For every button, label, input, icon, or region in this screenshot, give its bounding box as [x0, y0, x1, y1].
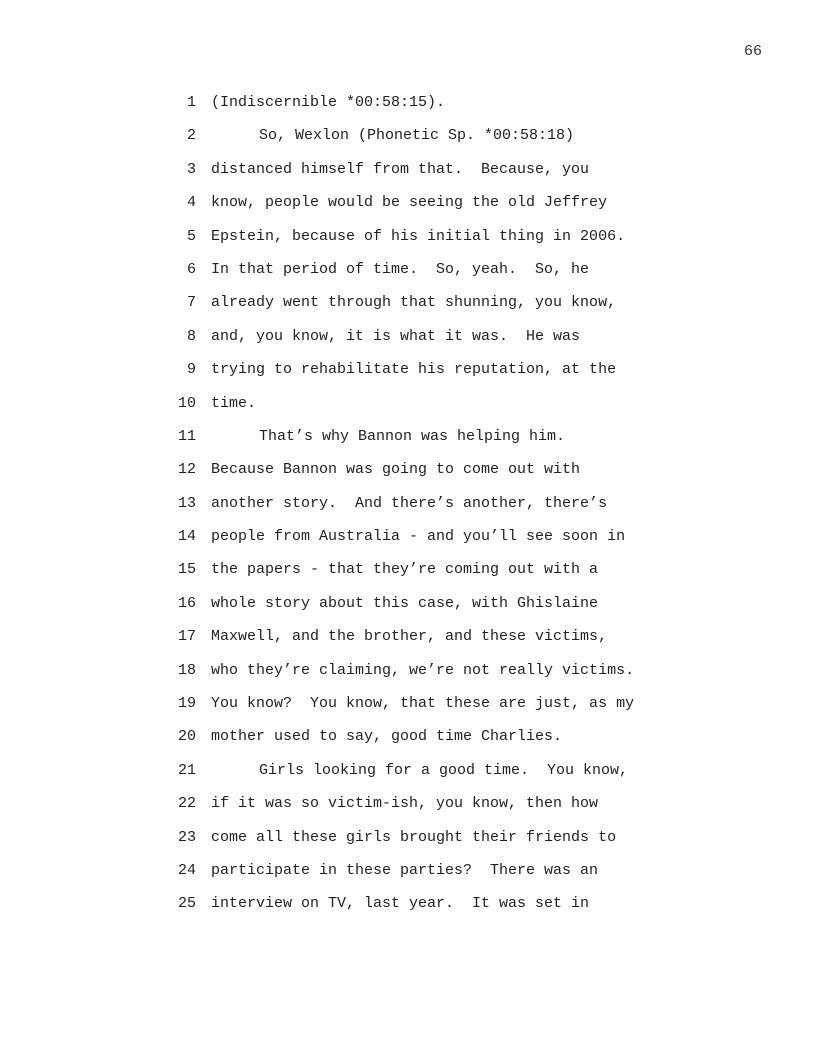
line-text: trying to rehabilitate his reputation, at the: [211, 361, 617, 379]
line-text: Girls looking for a good time. You know,: [259, 761, 629, 779]
line-number: 23: [177, 828, 196, 846]
line-text: mother used to say, good time Charlies.: [211, 728, 563, 746]
transcript-line: [0, 761, 816, 794]
line-text: Because Bannon was going to come out with: [211, 461, 581, 479]
transcript-line: [0, 694, 816, 727]
line-number: 1: [186, 94, 196, 111]
line-text: already went through that shunning, you know,: [211, 294, 617, 312]
line-number: 12: [177, 461, 196, 479]
line-text: You know? You know, that these are just, as my: [211, 695, 635, 713]
transcript-line: [0, 126, 816, 159]
transcript-line: [0, 360, 816, 393]
line-number: 2: [186, 127, 196, 145]
line-number: 11: [177, 427, 196, 445]
transcript-line: [0, 828, 816, 861]
line-text: In that period of time. So, yeah. So, he: [211, 260, 590, 278]
line-number: 20: [177, 728, 196, 746]
transcript-line: [0, 627, 816, 660]
transcript-line: [0, 327, 816, 360]
line-number: 14: [177, 528, 196, 546]
line-text: who they’re claiming, we’re not really victims.: [211, 661, 635, 679]
line-number: 6: [186, 260, 196, 278]
line-text: another story. And there’s another, there’s: [211, 494, 608, 512]
line-text: the papers - that they’re coming out with a: [211, 561, 599, 579]
line-text: time.: [211, 394, 257, 412]
line-number: 24: [177, 861, 196, 879]
line-number: 16: [177, 594, 196, 612]
transcript-body: [0, 93, 816, 928]
line-number: 22: [177, 795, 196, 813]
transcript-line: [0, 160, 816, 193]
transcript-line: [0, 227, 816, 260]
transcript-line: [0, 93, 816, 126]
line-number: 10: [177, 394, 196, 412]
line-number: 7: [186, 294, 196, 312]
transcript-line: [0, 293, 816, 326]
line-text: people from Australia - and you’ll see soon in: [211, 528, 626, 546]
line-text: That’s why Bannon was helping him.: [259, 427, 566, 445]
transcript-line: [0, 861, 816, 894]
transcript-line: [0, 594, 816, 627]
line-number: 18: [177, 661, 196, 679]
line-text: Maxwell, and the brother, and these victims,: [211, 628, 608, 646]
transcript-line: [0, 260, 816, 293]
line-number: 15: [177, 561, 196, 579]
transcript-line: [0, 193, 816, 226]
line-number: 4: [186, 194, 196, 212]
line-text: if it was so victim-ish, you know, then how: [211, 795, 599, 813]
line-number: 19: [177, 695, 196, 713]
line-number: 8: [186, 327, 196, 345]
line-number: 5: [186, 227, 196, 245]
transcript-line: [0, 427, 816, 460]
line-text: distanced himself from that. Because, you: [211, 160, 590, 178]
line-number: 9: [186, 361, 196, 379]
line-text: come all these girls brought their friends to: [211, 828, 617, 846]
line-text: interview on TV, last year. It was set in: [211, 895, 590, 913]
transcript-line: [0, 661, 816, 694]
line-text: whole story about this case, with Ghislaine: [211, 594, 599, 612]
page-number: 66: [743, 43, 762, 60]
line-number: 21: [177, 761, 196, 779]
line-text: and, you know, it is what it was. He was: [211, 327, 581, 345]
transcript-line: [0, 460, 816, 493]
line-number: 17: [177, 628, 196, 646]
transcript-line: [0, 494, 816, 527]
line-text: (Indiscernible *00:58:15).: [211, 94, 446, 111]
transcript-line: [0, 560, 816, 593]
line-number: 25: [177, 895, 196, 913]
line-text: know, people would be seeing the old Jeffrey: [211, 194, 608, 212]
line-number: 3: [186, 160, 196, 178]
line-text: Epstein, because of his initial thing in 2006.: [211, 227, 626, 245]
transcript-line: [0, 727, 816, 760]
transcript-line: [0, 894, 816, 927]
transcript-line: [0, 527, 816, 560]
transcript-line: [0, 394, 816, 427]
line-number: 13: [177, 494, 196, 512]
line-text: participate in these parties? There was an: [211, 861, 599, 879]
transcript-line: [0, 794, 816, 827]
line-text: So, Wexlon (Phonetic Sp. *00:58:18): [259, 127, 575, 145]
